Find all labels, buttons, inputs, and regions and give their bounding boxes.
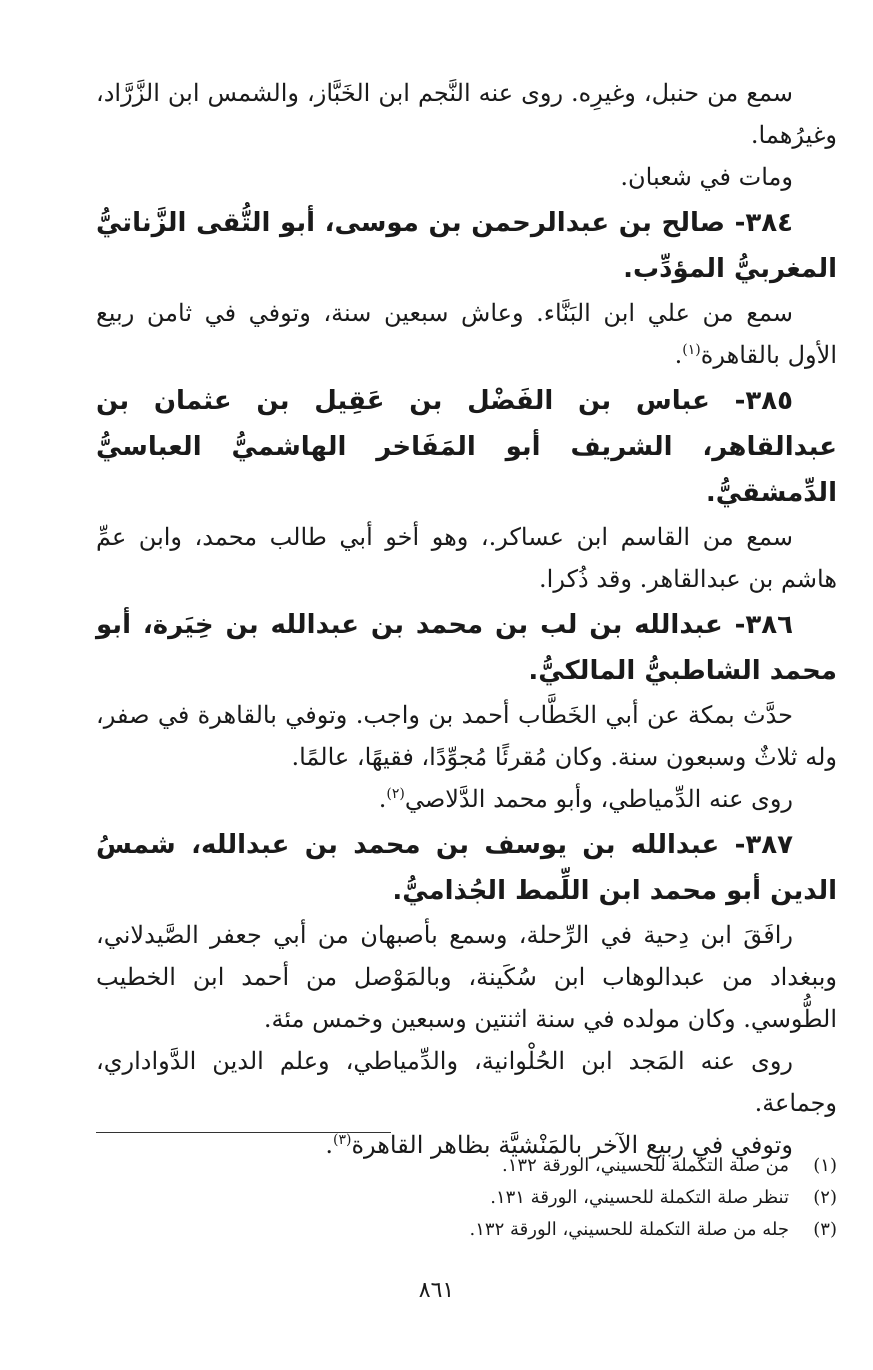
footnote-number: (٢) (813, 1187, 837, 1208)
footnote-item (96, 1182, 837, 1214)
page-number: ٨٦١ (418, 1278, 455, 1303)
footnote-text: تنظر صلة التكملة للحسيني، الورقة ١٣١. (490, 1187, 789, 1208)
paragraph: روى عنه الدِّمياطي، وأبو محمد الدَّلاصي$^{(٢)}$. (378, 785, 793, 813)
entry-heading-384: ٣٨٤- صالح بن عبدالرحمن بن موسى، أبو التُّقى الزَّناتيُّ المغربيُّ المؤدِّب. (96, 208, 837, 284)
paragraph: ومات في شعبان. (620, 163, 793, 191)
footnote-text: جله من صلة التكملة للحسيني، الورقة ١٣٢. (469, 1219, 789, 1240)
paragraph: رافَقَ ابن دِحية في الرِّحلة، وسمع بأصبهان من أبي جعفر الصَّيدلاني، وببغداد من عبدالوهاب ابن سُكَينة، وبالمَوْصل من أحمد ابن الخطيب الطُّوسي. وكان مولده في سنة اثنتين وسبعين وخمس مئة. (96, 921, 837, 1033)
footnote-ref-2[interactable]: (٢) (386, 786, 405, 802)
footnote-text: من صلة التكملة للحسيني، الورقة ١٣٢. (502, 1155, 789, 1176)
paragraph: سمع من حنبل، وغيرِه. روى عنه النَّجم ابن الخَبَّاز، والشمس ابن الزَّرَّاد، وغيرُهما. (96, 79, 837, 149)
footnote-divider (96, 1132, 391, 1133)
footnote-number: (٣) (813, 1219, 837, 1240)
footnote-item (96, 1214, 837, 1246)
footnotes (96, 1150, 837, 1246)
footnote-item (96, 1150, 837, 1182)
paragraph: روى عنه المَجد ابن الحُلْوانية، والدِّمياطي، وعلم الدين الدَّواداري، وجماعة. (96, 1047, 837, 1117)
entry-heading-386: ٣٨٦- عبدالله بن لب بن محمد بن عبدالله بن خِيَرة، أبو محمد الشاطبيُّ المالكيُّ. (96, 610, 837, 686)
paragraph: سمع من علي ابن البَنَّاء. وعاش سبعين سنة، وتوفي في ثامن ربيع الأول بالقاهرة$^{(١)}$. (96, 299, 837, 369)
entry-heading-385: ٣٨٥- عباس بن الفَضْل بن عَقِيل بن عثمان بن عبدالقاهر، الشريف أبو المَفَاخر الهاشميُّ العباسيُّ الدِّمشقيُّ. (96, 386, 837, 508)
paragraph: سمع من القاسم ابن عساكر.، وهو أخو أبي طالب محمد، وابن عمِّ هاشم بن عبدالقاهر. وقد ذُكرا. (96, 523, 837, 593)
footnote-number: (١) (813, 1155, 837, 1176)
entry-heading-387: ٣٨٧- عبدالله بن يوسف بن محمد بن عبدالله، شمسُ الدين أبو محمد ابن اللِّمط الجُذاميُّ. (96, 830, 837, 906)
paragraph: حدَّث بمكة عن أبي الخَطَّاب أحمد بن واجب. وتوفي بالقاهرة في صفر، وله ثلاثٌ وسبعون سنة. وكان مُقرئًا مُجوِّدًا، فقيهًا، عالمًا. (96, 701, 837, 771)
footnote-ref-1[interactable]: (١) (682, 342, 701, 358)
footnote-ref-3[interactable]: (٣) (332, 1132, 352, 1148)
paragraph: وتوفي في ربيع الآخر بالمَنْشيَّة بظاهر القاهرة$^{(٣)}$. (325, 1131, 793, 1159)
